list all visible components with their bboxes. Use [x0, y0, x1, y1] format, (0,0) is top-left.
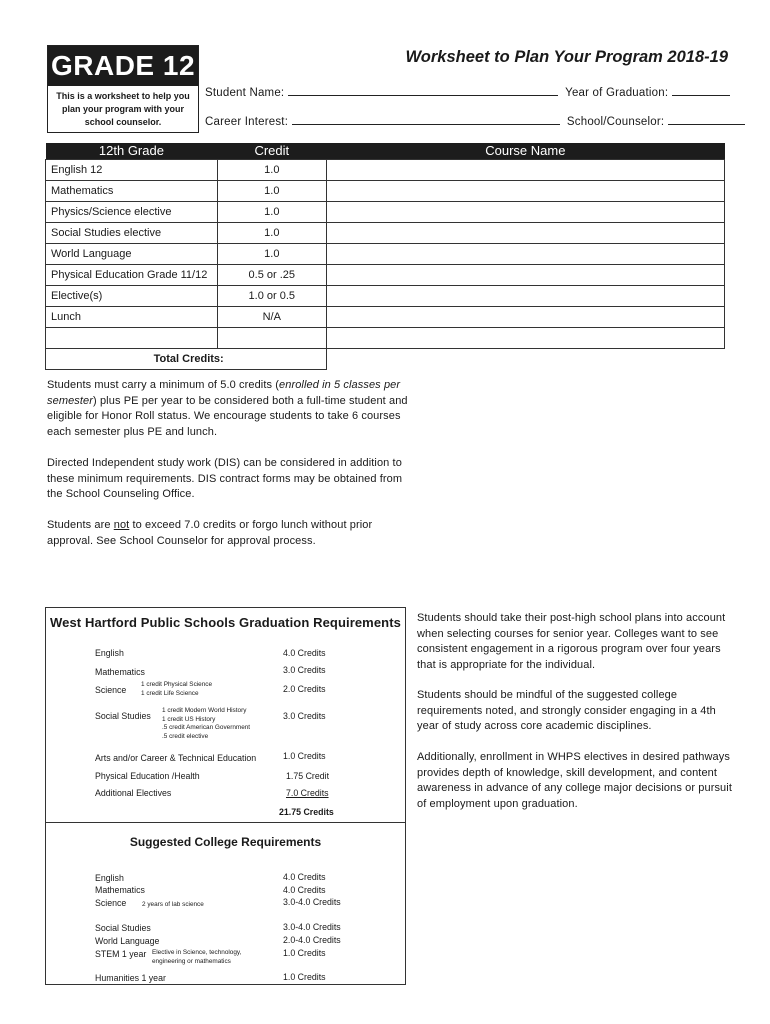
course-name-cell[interactable] [326, 306, 724, 327]
italic-text: enrolled in 5 classes per semester [47, 379, 401, 407]
college-requirements [46, 823, 405, 991]
college-english-val: 4.0 Credits [283, 872, 326, 882]
right-paragraph-plans: Students should take their post-high school plans into account when selecting courses for senior year. Colleges want to see consistent engagement in a rigorous program over four years that is appropriate for the individual. [417, 612, 726, 671]
total-spacer [326, 348, 724, 369]
school-counselor-label: School/Counselor: [566, 116, 665, 128]
course-table [45, 143, 725, 370]
note-line: 1 credit Modern World History [162, 707, 247, 714]
whps-electives-val: 7.0 Credits [286, 788, 329, 798]
row-credit: 1.0 [217, 180, 326, 201]
paragraph-min-credits [47, 378, 412, 440]
table-row [46, 201, 725, 222]
whps-ss-note [162, 707, 250, 741]
row-credit: 1.0 [217, 201, 326, 222]
course-name-cell[interactable] [326, 264, 724, 285]
text: to exceed 7.0 credits or forgo lunch without prior approval. See School Counselor for approval process. [47, 519, 373, 547]
row-course: Social Studies elective [46, 222, 218, 243]
row-course: Physics/Science elective [46, 201, 218, 222]
table-row [46, 222, 725, 243]
note-line: engineering or mathematics [152, 957, 231, 965]
course-name-cell[interactable] [326, 285, 724, 306]
college-stem-val: 1.0 Credits [283, 948, 326, 958]
college-math-val: 4.0 Credits [283, 885, 326, 895]
right-paragraph-electives: Additionally, enrollment in WHPS electives in desired pathways provides depth of knowledge, skill development, and content awareness in advance of any college major decisions or pursuit of employment upon graduation. [417, 751, 732, 810]
col-header-credit: Credit [217, 143, 326, 159]
career-info-line [205, 114, 745, 128]
whps-pe: Physical Education /Health [95, 771, 200, 781]
whps-pe-val: 1.75 Credit [286, 771, 330, 781]
whps-math-val: 3.0 Credits [283, 665, 326, 675]
college-math: Mathematics [95, 885, 145, 895]
college-ss: Social Studies [95, 923, 151, 933]
note-line: .5 credit American Government [162, 724, 251, 732]
whps-ss-val: 3.0 Credits [283, 711, 326, 721]
year-graduation-label: Year of Graduation: [565, 87, 669, 99]
whps-title: West Hartford Public Schools Graduation Requirements [50, 615, 401, 630]
row-credit: 1.0 [217, 159, 326, 180]
text: Students must carry a minimum of 5.0 credits ( [47, 379, 280, 391]
total-row [46, 348, 725, 369]
note-line: 1 credit US History [162, 715, 216, 723]
table-row [46, 285, 725, 306]
requirements-box [45, 607, 406, 985]
whps-english-val: 4.0 Credits [283, 648, 326, 658]
blank-credit-cell[interactable] [217, 327, 326, 348]
underlined-text: not [113, 519, 130, 531]
whps-requirements [46, 615, 405, 823]
college-science-note: 2 years of lab science [142, 901, 204, 908]
whps-total: 21.75 Credits [279, 807, 334, 817]
row-course: Physical Education Grade 11/12 [46, 264, 218, 285]
table-row [46, 306, 725, 327]
whps-science-val: 2.0 Credits [283, 684, 326, 694]
grade-box [47, 45, 199, 133]
course-name-cell[interactable] [326, 243, 724, 264]
grade-title: GRADE 12 [48, 46, 198, 86]
paragraph-max-credits [47, 518, 412, 549]
student-info-line [205, 85, 730, 99]
row-course: Elective(s) [46, 285, 218, 306]
whps-arts: Arts and/or Career & Technical Education [95, 753, 257, 763]
course-name-cell[interactable] [326, 222, 724, 243]
school-counselor-field[interactable] [668, 114, 745, 125]
row-credit: 1.0 [217, 243, 326, 264]
table-row [46, 264, 725, 285]
whps-arts-val: 1.0 Credits [283, 751, 326, 761]
col-header-grade: 12th Grade [46, 143, 218, 159]
college-humanities: Humanities 1 year [95, 973, 166, 983]
blank-row [46, 327, 725, 348]
career-interest-field[interactable] [292, 114, 560, 125]
college-stem-note [152, 949, 241, 966]
career-interest-label: Career Interest: [205, 116, 289, 128]
college-science-val: 3.0-4.0 Credits [283, 897, 341, 907]
student-name-label: Student Name: [205, 87, 285, 99]
whps-social-studies: Social Studies [95, 711, 151, 721]
course-name-cell[interactable] [326, 180, 724, 201]
note-line: Elective in Science, technology, [152, 949, 242, 956]
note-line: 1 credit Physical Science [141, 681, 213, 688]
student-name-field[interactable] [288, 85, 558, 96]
worksheet-title: Worksheet to Plan Your Program 2018-19 [405, 48, 728, 66]
note-line: .5 credit elective [162, 732, 209, 740]
college-english: English [95, 873, 124, 883]
row-course: Lunch [46, 306, 218, 327]
college-ss-val: 3.0-4.0 Credits [283, 922, 341, 932]
course-name-cell[interactable] [326, 159, 724, 180]
text: ) plus PE per year to be considered both a full-time student and eligible for Honor Roll status. We encourage students to take 6 courses each semester plus PE and lunch. [47, 394, 408, 438]
row-credit: 1.0 [217, 222, 326, 243]
table-row [46, 180, 725, 201]
text: Students are [47, 519, 114, 531]
college-title: Suggested College Requirements [129, 835, 322, 849]
row-course: Mathematics [46, 180, 218, 201]
row-credit: N/A [217, 306, 326, 327]
note-line: 1 credit Life Science [141, 689, 199, 697]
row-credit: 1.0 or 0.5 [217, 285, 326, 306]
college-humanities-val: 1.0 Credits [283, 972, 326, 982]
college-science: Science [95, 898, 127, 908]
whps-electives: Additional Electives [95, 788, 172, 798]
college-stem: STEM 1 year [95, 949, 147, 959]
table-row [46, 243, 725, 264]
college-wl-val: 2.0-4.0 Credits [283, 935, 341, 945]
table-row [46, 159, 725, 180]
right-paragraph-mindful: Students should be mindful of the suggested college requirements noted, and strongly consider engaging in a 4th year of study across core academic disciplines. [417, 689, 716, 732]
table-header [46, 143, 725, 159]
blank-name-cell[interactable] [326, 327, 724, 348]
total-credits-label: Total Credits: [46, 348, 327, 369]
row-course: English 12 [46, 159, 218, 180]
row-credit: 0.5 or .25 [217, 264, 326, 285]
college-wl: World Language [95, 936, 160, 946]
grade-description: This is a worksheet to help you plan your program with your school counselor. [56, 91, 190, 127]
whps-math: Mathematics [95, 667, 145, 677]
course-name-cell[interactable] [326, 201, 724, 222]
row-course: World Language [46, 243, 218, 264]
blank-course-cell[interactable] [46, 327, 218, 348]
paragraph-dis: Directed Independent study work (DIS) can be considered in addition to these minimum requirements. DIS contract forms may be obtained from the School Counseling Office. [47, 457, 403, 500]
col-header-course-name: Course Name [326, 143, 724, 159]
whps-english: English [95, 648, 124, 658]
whps-science-note [141, 681, 212, 698]
whps-science: Science [95, 685, 127, 695]
year-graduation-field[interactable] [672, 85, 730, 96]
